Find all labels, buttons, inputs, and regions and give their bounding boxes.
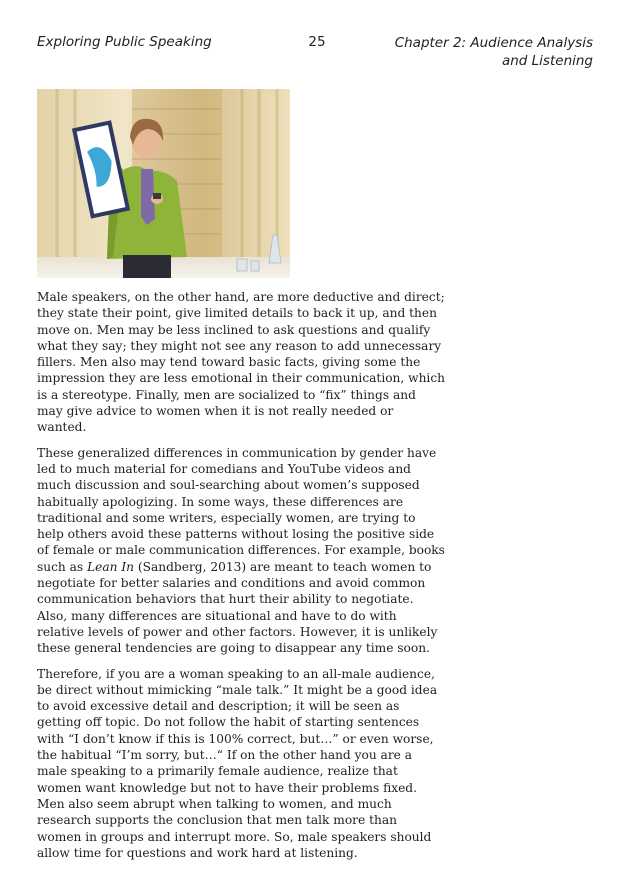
paragraph-1: Male speakers, on the other hand, are more deductive and direct; they state their point, give limited details to back it up, and then move on. Men may be less inclined to ask questions and qualify what they say; they might not see any reason to add unnecessary fillers. Men also may tend toward basic facts, giving some the impression they are less emotional in their communication, which is a stereotype. Finally, men are socialized to “fix” things and may give advice to women when it is not really needed or wanted.	[37, 290, 446, 435]
body-text	[37, 289, 445, 870]
page-number: 25	[308, 34, 326, 50]
speaker-photo-illustration	[37, 89, 290, 278]
book-title: Exploring Public Speaking	[37, 34, 212, 50]
paragraph-2	[37, 445, 445, 657]
paragraph-2-start: These generalized differences in communication by gender have led to much material for comedians and YouTube videos and much discussion and soul-searching about women’s supposed habitually apologizing. In some ways, these differences are traditional and some writers, especially women, are trying to help others avoid these patterns without losing the positive side of female or male communication differences. For example, books such as	[37, 445, 445, 574]
paragraph-2-end: (Sandberg, 2013) are meant to teach women to negotiate for better salaries and conditions and avoid common communication behaviors that hurt their ability to negotiate. Also, many differences are situational and have to do with relative levels of power and other factors. However, it is unlikely these general tendencies are going to disappear any time soon.	[37, 559, 438, 656]
speaker-photo	[37, 89, 290, 278]
book-title-lean-in: Lean In	[87, 559, 135, 574]
page-header	[37, 34, 593, 74]
paragraph-3: Therefore, if you are a woman speaking to an all-male audience, be direct without mimicking “male talk.” It might be a good idea to avoid excessive detail and description; it will be seen as getting off topic. Do not follow the habit of starting sentences with “I don’t know if this is 100% correct, but…” or even worse, the habitual “I’m sorry, but…“ If on the other hand you are a male speaking to a primarily female audience, realize that women want knowledge but not to have their problems fixed. Men also seem abrupt when talking to women, and much research supports the conclusion that men talk more than women in groups and interrupt more. So, male speakers should allow time for questions and work hard at listening.	[37, 666, 438, 860]
chapter-title: Chapter 2: Audience Analysis and Listening	[394, 35, 593, 69]
